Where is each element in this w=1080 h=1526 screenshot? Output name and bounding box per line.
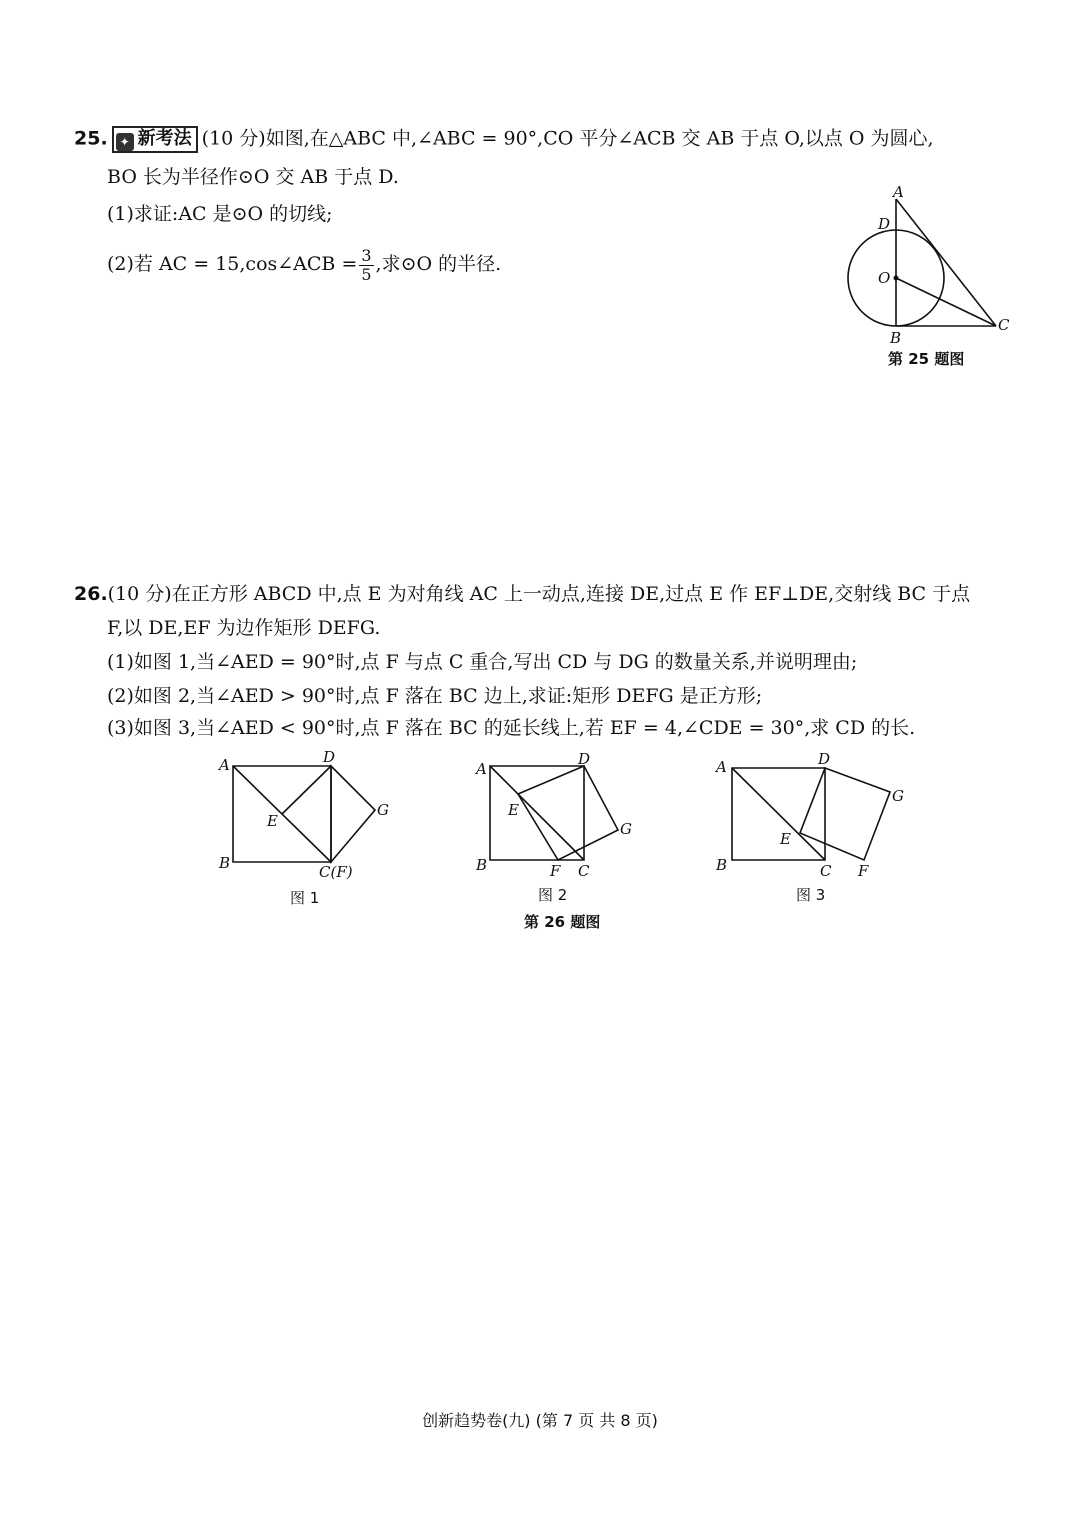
label-o: O	[878, 269, 891, 287]
label-b: B	[476, 856, 488, 874]
fig2-caption: 图 2	[538, 886, 568, 904]
q26-figure-2	[472, 752, 642, 882]
q26-part1: (1)如图 1,当∠AED = 90°时,点 F 与点 C 重合,写出 CD 与 DG 的数量关系,并说明理由;	[107, 651, 858, 673]
label-b: B	[716, 856, 728, 874]
label-g: G	[620, 820, 632, 838]
label-d: D	[323, 748, 336, 766]
q26-figure-3	[712, 752, 912, 882]
point-o	[894, 276, 899, 281]
label-d: D	[578, 750, 591, 768]
label-c: C	[578, 862, 590, 880]
q25-line1: 25. ✦ 新考法 (10 分)如图,在△ABC 中,∠ABC = 90°,CO 平分∠ACB 交 AB 于点 O,以点 O 为圆心,	[74, 126, 934, 153]
label-b: B	[890, 329, 902, 347]
label-d: D	[818, 750, 831, 768]
diagonal-ac	[732, 768, 825, 860]
q25-number: 25.	[74, 127, 108, 150]
segment-ac	[896, 199, 996, 326]
q25-line2: BO 长为半径作⊙O 交 AB 于点 D.	[107, 166, 399, 188]
q26-part2: (2)如图 2,当∠AED > 90°时,点 F 落在 BC 边上,求证:矩形 DEFG 是正方形;	[107, 685, 763, 707]
label-c: C	[820, 862, 832, 880]
q26-line1: 26.(10 分)在正方形 ABCD 中,点 E 为对角线 AC 上一动点,连接 DE,过点 E 作 EF⊥DE,交射线 BC 于点	[74, 583, 971, 605]
q25-part1: (1)求证:AC 是⊙O 的切线;	[107, 203, 333, 225]
q25-caption: 第 25 题图	[888, 350, 965, 368]
q26-part3: (3)如图 3,当∠AED < 90°时,点 F 落在 BC 的延长线上,若 EF = 4,∠CDE = 30°,求 CD 的长.	[107, 717, 916, 739]
rectangle-defg	[331, 766, 375, 862]
label-b: B	[219, 854, 231, 872]
label-c: C	[998, 316, 1010, 334]
label-g: G	[892, 787, 904, 805]
label-d: D	[878, 215, 891, 233]
q26-line2: F,以 DE,EF 为边作矩形 DEFG.	[107, 617, 381, 639]
label-e: E	[780, 830, 791, 848]
rectangle-defg	[800, 768, 890, 860]
label-g: G	[377, 801, 389, 819]
label-f: F	[550, 862, 561, 880]
label-a: A	[716, 758, 727, 776]
label-a: A	[476, 760, 487, 778]
fig3-caption: 图 3	[796, 886, 826, 904]
fraction: $\frac{3}{5}$	[361, 245, 372, 284]
new-method-badge: ✦ 新考法	[112, 126, 198, 153]
label-cf: C(F)	[319, 863, 353, 881]
label-a: A	[893, 183, 904, 201]
q25-part2: (2)若 AC = 15,cos∠ACB = $\frac{3}{5}$ ,求⊙O 的半径.	[107, 245, 502, 284]
segment-oc	[896, 278, 996, 326]
q26-caption: 第 26 题图	[524, 913, 601, 931]
page-footer: 创新趋势卷(九) (第 7 页 共 8 页)	[422, 1411, 658, 1430]
fig1-caption: 图 1	[290, 889, 320, 907]
label-e: E	[508, 801, 519, 819]
label-f: F	[858, 862, 869, 880]
segment-de	[282, 766, 331, 814]
label-a: A	[219, 756, 230, 774]
label-e: E	[267, 812, 278, 830]
flame-icon: ✦	[116, 133, 134, 151]
q26-figure-1	[215, 748, 395, 882]
q26-number: 26.	[74, 583, 108, 605]
square-defg	[518, 766, 618, 860]
q25-figure	[840, 185, 1020, 350]
diagonal-ac	[490, 766, 584, 860]
